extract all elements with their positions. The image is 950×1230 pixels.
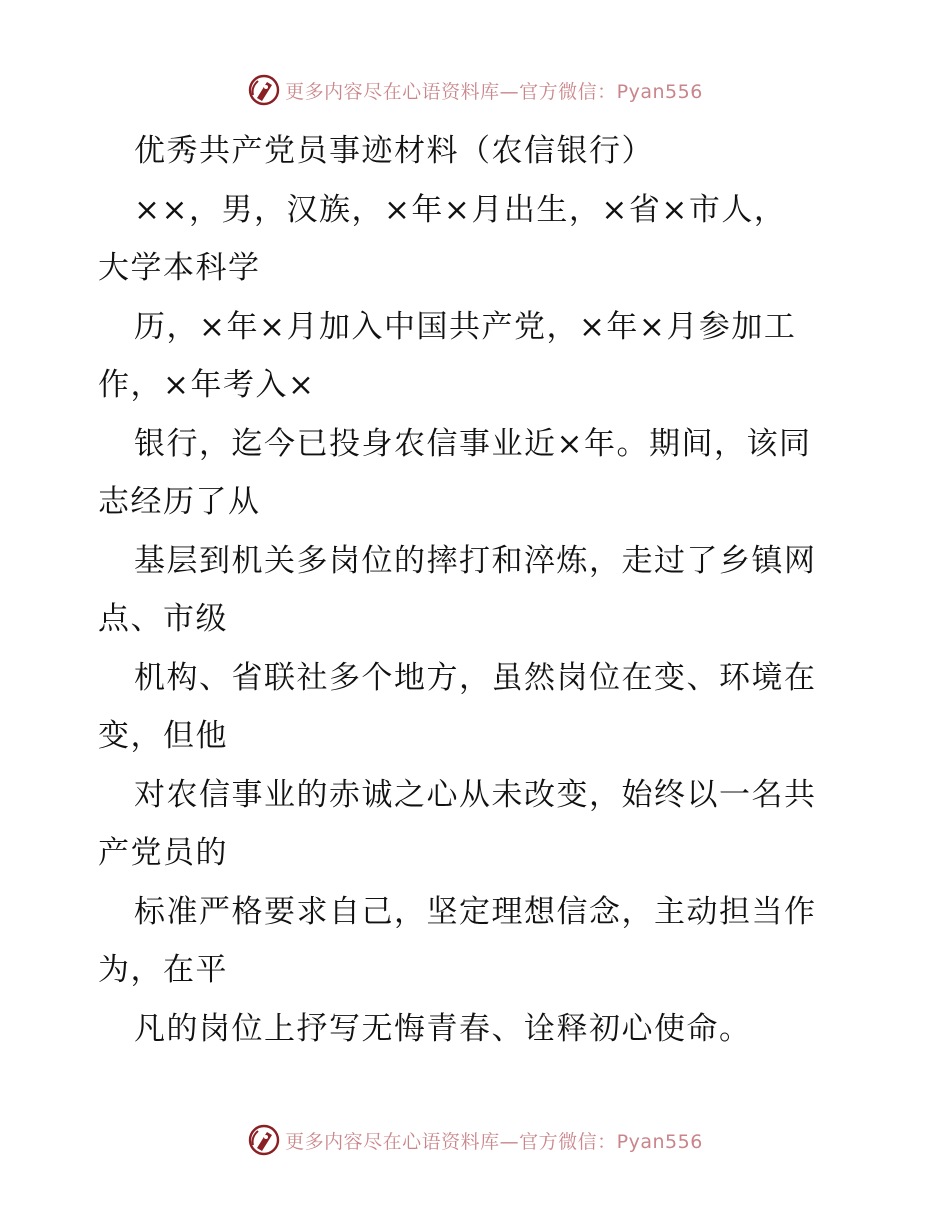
footer-banner bbox=[0, 1120, 950, 1160]
text-line: 基层到机关多岗位的摔打和淬炼，走过了乡镇网 bbox=[134, 542, 817, 579]
text-line: 志经历了从 bbox=[98, 484, 261, 520]
text-line: 作，×年考入× bbox=[98, 367, 316, 403]
header-banner bbox=[0, 70, 950, 110]
text-line: 产党员的 bbox=[98, 835, 228, 871]
text-line: 为，在平 bbox=[98, 952, 228, 988]
text-line: 银行，迄今已投身农信事业近×年。期间，该同 bbox=[134, 425, 812, 462]
pen-nib-logo-icon bbox=[247, 73, 281, 107]
header-banner-text: 更多内容尽在心语资料库—官方微信：Pyan556 bbox=[285, 80, 703, 103]
text-line: 对农信事业的赤诚之心从未改变，始终以一名共 bbox=[134, 776, 817, 813]
text-line: 凡的岗位上抒写无悔青春、诠释初心使命。 bbox=[134, 1010, 752, 1047]
text-line: 点、市级 bbox=[98, 601, 228, 637]
text-line: 优秀共产党员事迹材料（农信银行） bbox=[134, 133, 654, 169]
pen-nib-logo-icon bbox=[247, 1123, 281, 1157]
text-line: 机构、省联社多个地方，虽然岗位在变、环境在 bbox=[134, 659, 817, 696]
text-line: 大学本科学 bbox=[98, 250, 261, 286]
document-body bbox=[98, 122, 858, 1058]
text-line: 标准严格要求自己，坚定理想信念，主动担当作 bbox=[134, 893, 817, 930]
text-line: 变，但他 bbox=[98, 718, 228, 754]
footer-banner-text: 更多内容尽在心语资料库—官方微信：Pyan556 bbox=[285, 1130, 703, 1153]
text-line: ××，男，汉族，×年×月出生，×省×市人， bbox=[134, 191, 787, 228]
text-line: 历，×年×月加入中国共产党，×年×月参加工 bbox=[134, 308, 797, 345]
